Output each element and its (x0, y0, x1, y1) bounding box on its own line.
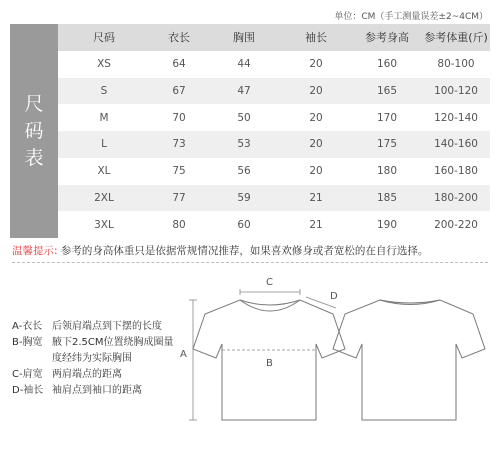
table-cell: S (100, 84, 108, 97)
measurement-legend (12, 319, 174, 399)
size-chart (10, 24, 490, 238)
legend-desc: 腋下2.5CM位置绕胸成圈量 (52, 337, 174, 348)
size-chart-title (10, 24, 58, 238)
table-cell: 165 (376, 84, 398, 97)
legend-desc: 袖肩点到袖口的距离 (52, 385, 142, 396)
table-row (58, 78, 490, 105)
table-cell: 185 (376, 191, 398, 204)
legend-key: C-肩宽 (12, 369, 43, 380)
table-cell: 21 (309, 218, 323, 231)
label-d: D (330, 291, 338, 302)
label-a: A (180, 349, 187, 360)
table-cell: L (101, 138, 107, 151)
table-cell: 20 (309, 84, 323, 97)
size-table (58, 24, 490, 238)
unit-note: 单位：CM（手工测量误差±2~4CM） (334, 12, 488, 22)
title-char: 尺 (24, 92, 44, 115)
header-size: 尺码 (93, 31, 115, 45)
legend-item (12, 367, 174, 383)
table-cell: 73 (172, 138, 186, 151)
label-b: B (266, 358, 273, 369)
table-cell: 20 (309, 58, 323, 71)
table-cell: 170 (376, 111, 398, 124)
table-row (58, 211, 490, 238)
table-row (58, 51, 490, 78)
table-cell: 160-180 (434, 165, 478, 178)
table-cell: 44 (237, 58, 251, 71)
table-header-row (58, 24, 490, 51)
legend-desc: 后领肩端点到下摆的长度 (52, 321, 162, 332)
table-cell: 64 (172, 58, 186, 71)
table-cell: 20 (309, 138, 323, 151)
legend-item (12, 319, 174, 335)
table-cell: 67 (172, 84, 186, 97)
legend-desc: 度经纬为实际胸围 (52, 353, 132, 364)
table-cell: 80 (172, 218, 186, 231)
tshirt-back-collar (380, 300, 440, 305)
table-row (58, 131, 490, 158)
warm-tip (12, 243, 428, 258)
legend-key: B-胸宽 (12, 337, 43, 348)
header-sleeve: 袖长 (305, 31, 327, 45)
table-cell: 180-200 (434, 191, 478, 204)
table-cell: 20 (309, 165, 323, 178)
table-body (58, 51, 490, 238)
table-cell: 50 (237, 111, 251, 124)
table-cell: 190 (376, 218, 398, 231)
table-cell: XS (97, 58, 111, 71)
table-cell: 100-120 (434, 84, 478, 97)
table-cell: 2XL (94, 191, 114, 204)
table-row (58, 158, 490, 185)
table-cell: 120-140 (434, 111, 478, 124)
table-cell: 20 (309, 111, 323, 124)
table-cell: XL (97, 165, 111, 178)
header-chest: 胸围 (233, 31, 255, 45)
table-cell: 140-160 (434, 138, 478, 151)
table-cell: 21 (309, 191, 323, 204)
legend-desc: 两肩端点的距离 (52, 369, 122, 380)
table-cell: 47 (237, 84, 251, 97)
title-char: 码 (24, 119, 44, 142)
legend-item (12, 383, 174, 399)
table-cell: 175 (376, 138, 398, 151)
table-cell: 180 (376, 165, 398, 178)
label-c: C (266, 277, 273, 288)
table-cell: M (99, 111, 109, 124)
tip-label: 温馨提示: (12, 245, 58, 257)
table-row (58, 104, 490, 131)
table-cell: 77 (172, 191, 186, 204)
table-cell: 75 (172, 165, 186, 178)
legend-item (12, 351, 174, 367)
table-cell: 56 (237, 165, 251, 178)
tip-text: 参考的身高体重只是依据常规情况推荐，如果喜欢修身或者宽松的在自行选择。 (57, 245, 429, 257)
table-cell: 70 (172, 111, 186, 124)
table-cell: 80-100 (437, 58, 475, 71)
legend-item (12, 335, 174, 351)
table-row (58, 185, 490, 212)
table-cell: 160 (376, 58, 398, 71)
header-height: 参考身高 (365, 31, 409, 45)
title-char: 表 (24, 146, 44, 169)
table-cell: 53 (237, 138, 251, 151)
table-cell: 60 (237, 218, 251, 231)
legend-key: D-袖长 (12, 385, 44, 396)
table-cell: 200-220 (434, 218, 478, 231)
header-weight: 参考体重(斤) (424, 31, 488, 45)
tshirt-back-outline (333, 300, 485, 420)
table-cell: 59 (237, 191, 251, 204)
table-cell: 3XL (94, 218, 114, 231)
legend-key: A-衣长 (12, 321, 43, 332)
header-length: 衣长 (168, 31, 190, 45)
